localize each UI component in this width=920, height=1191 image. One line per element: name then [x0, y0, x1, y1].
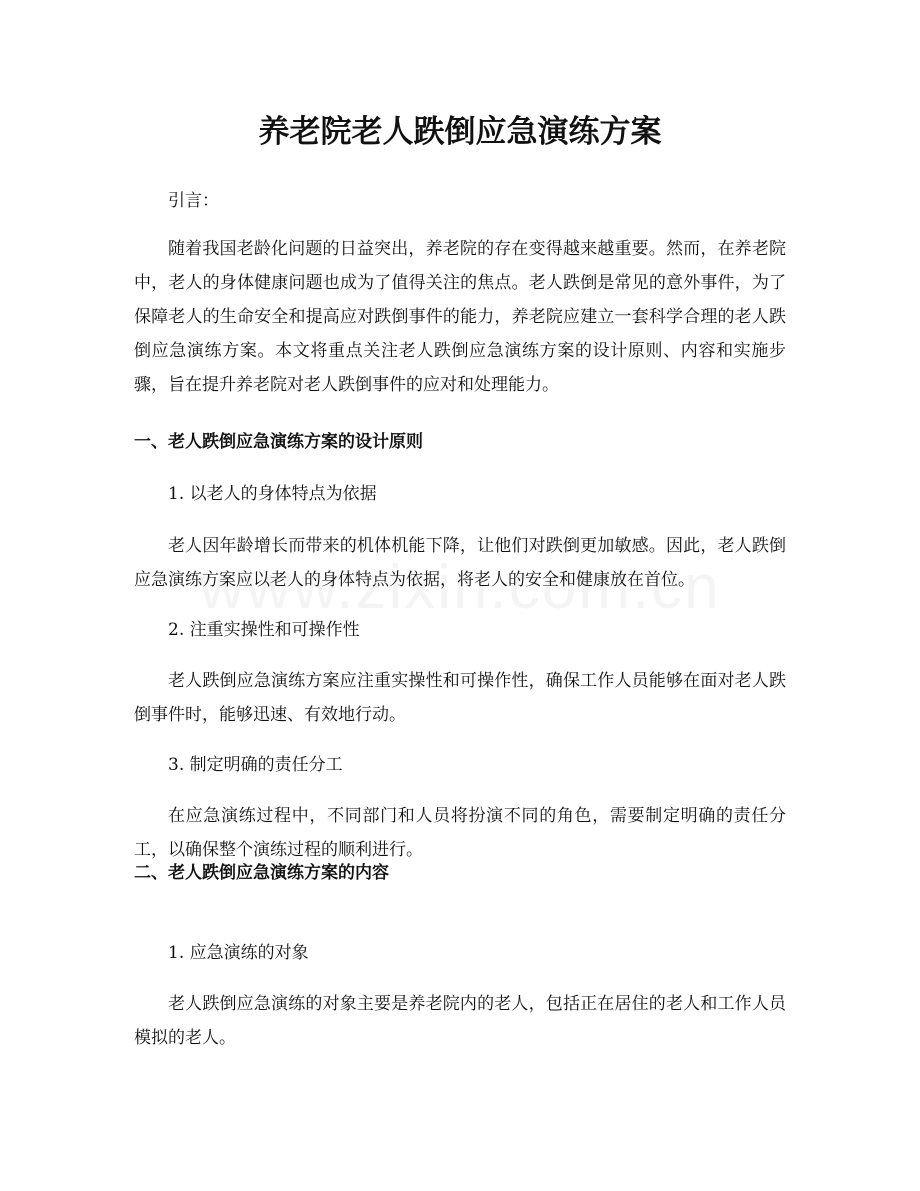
section-1-item-2-text: 老人跌倒应急演练方案应注重实操性和可操作性，确保工作人员能够在面对老人跌倒事件时，能够迅速、有效地行动。: [134, 671, 786, 725]
section-2-heading: 二、老人跌倒应急演练方案的内容: [134, 863, 389, 883]
section-2-item-1-title: 1. 应急演练的对象: [168, 943, 309, 963]
section-2-item-1-text: 老人跌倒应急演练的对象主要是养老院内的老人，包括正在居住的老人和工作人员模拟的老人。: [134, 994, 786, 1048]
intro-paragraph: 随着我国老龄化问题的日益突出，养老院的存在变得越来越重要。然而，在养老院中，老人的身体健康问题也成为了值得关注的焦点。老人跌倒是常见的意外事件，为了保障老人的生命安全和提高应对跌倒事件的能力，养老院应建立一套科学合理的老人跌倒应急演练方案。本文将重点关注老人跌倒应急演练方案的设计原则、内容和实施步骤，旨在提升养老院对老人跌倒事件的应对和处理能力。: [134, 239, 786, 395]
section-1-item-3-text: 在应急演练过程中，不同部门和人员将扮演不同的角色，需要制定明确的责任分工，以确保整个演练过程的顺利进行。: [134, 806, 786, 860]
intro-label: 引言：: [168, 191, 219, 211]
section-1-heading: 一、老人跌倒应急演练方案的设计原则: [134, 432, 423, 452]
section-1-item-1-title: 1. 以老人的身体特点为依据: [168, 484, 377, 504]
section-1-item-1-text: 老人因年龄增长而带来的机体机能下降，让他们对跌倒更加敏感。因此，老人跌倒应急演练方案应以老人的身体特点为依据，将老人的安全和健康放在首位。: [134, 536, 786, 590]
section-1-item-3-title: 3. 制定明确的责任分工: [168, 755, 343, 775]
section-1-item-2-title: 2. 注重实操性和可操作性: [168, 620, 360, 640]
document-title: 养老院老人跌倒应急演练方案: [258, 114, 662, 150]
